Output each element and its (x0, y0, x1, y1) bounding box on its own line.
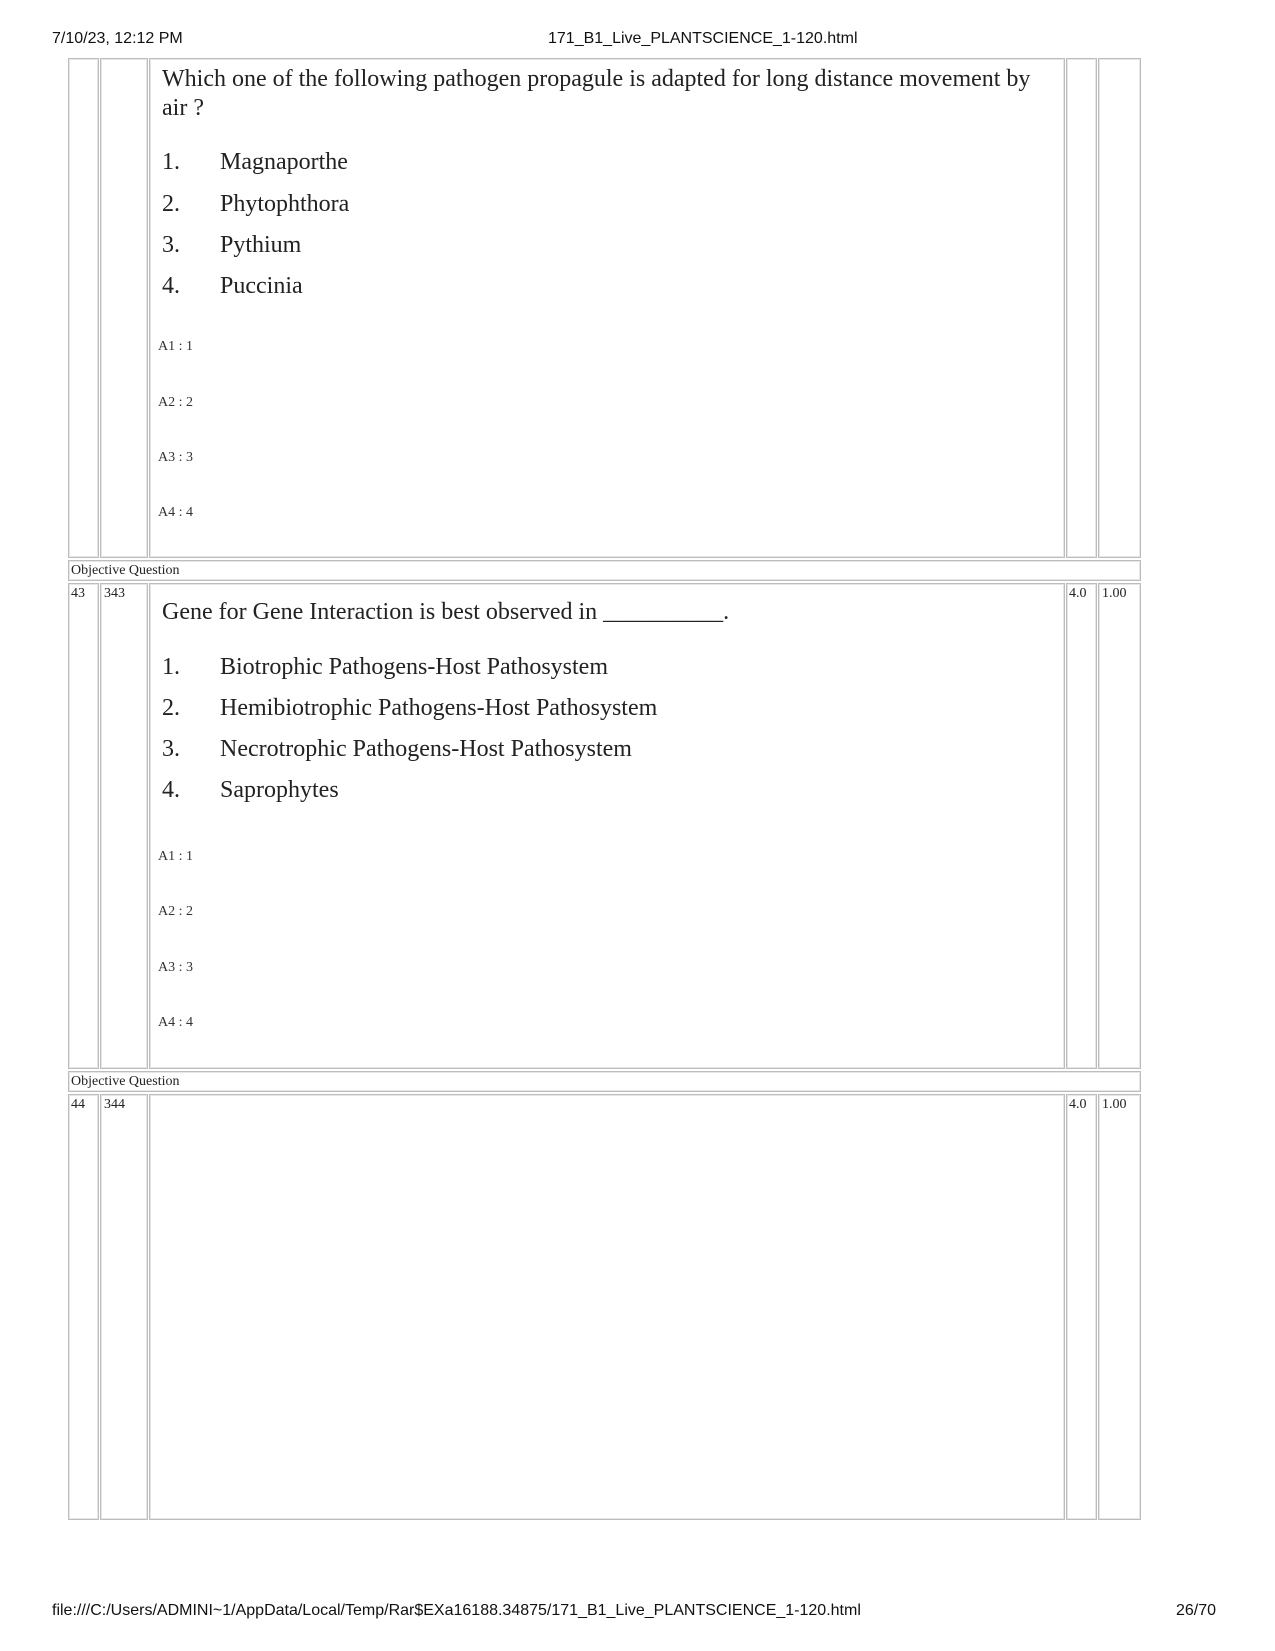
print-datetime: 7/10/23, 12:12 PM (52, 30, 183, 47)
question-id: 344 (104, 1097, 125, 1112)
question-id: 343 (104, 586, 125, 601)
question-text: Gene for Gene Interaction is best observed in __________. (162, 599, 730, 625)
option-number: 2. (162, 695, 180, 721)
negative-marks-cell (1098, 1094, 1141, 1520)
marks-cell (1066, 1094, 1097, 1520)
option-number: 4. (162, 273, 180, 299)
question-serial-number: 44 (71, 1097, 85, 1112)
answer-label: A4 : 4 (158, 505, 193, 520)
option-text: Necrotrophic Pathogens-Host Pathosystem (220, 736, 632, 762)
marks-value: 4.0 (1069, 586, 1087, 601)
option-text: Phytophthora (220, 191, 350, 217)
option-number: 3. (162, 736, 180, 762)
answer-label: A1 : 1 (158, 849, 193, 864)
option-text: Hemibiotrophic Pathogens-Host Pathosystem (220, 695, 658, 721)
option-text: Magnaporthe (220, 149, 348, 175)
question-cell (149, 1094, 1065, 1520)
negative-marks-value: 1.00 (1102, 1097, 1127, 1112)
question-cell (149, 583, 1065, 1069)
option-number: 1. (162, 149, 180, 175)
option-text: Biotrophic Pathogens-Host Pathosystem (220, 654, 608, 680)
option-text: Pythium (220, 232, 302, 258)
answer-label: A2 : 2 (158, 395, 193, 410)
question-cell (149, 58, 1065, 558)
marks-cell (1066, 583, 1097, 1069)
qid-cell (100, 583, 148, 1069)
print-file-path: file:///C:/Users/ADMINI~1/AppData/Local/Temp/Rar$EXa16188.34875/171_B1_Live_PLANTSCIENCE_1-120.html (52, 1602, 861, 1619)
qid-cell (100, 58, 148, 558)
question-type-row (68, 1071, 1141, 1092)
option-number: 1. (162, 654, 180, 680)
question-type-label: Objective Question (71, 1074, 180, 1089)
answer-label: A3 : 3 (158, 960, 193, 975)
sno-cell (68, 583, 99, 1069)
sno-cell (68, 1094, 99, 1520)
marks-value: 4.0 (1069, 1097, 1087, 1112)
qid-cell (100, 1094, 148, 1520)
negative-marks-cell (1098, 583, 1141, 1069)
option-number: 3. (162, 232, 180, 258)
question-text: Which one of the following pathogen propagule is adapted for long distance movement by air ? (162, 66, 1031, 121)
option-text: Puccinia (220, 273, 303, 299)
page-number: 26/70 (1176, 1602, 1217, 1619)
option-number: 4. (162, 777, 180, 803)
marks-cell (1066, 58, 1097, 558)
answer-label: A3 : 3 (158, 450, 193, 465)
sno-cell (68, 58, 99, 558)
question-type-row (68, 560, 1141, 581)
negative-marks-value: 1.00 (1102, 586, 1127, 601)
answer-label: A4 : 4 (158, 1015, 193, 1030)
option-text: Saprophytes (220, 777, 339, 803)
option-number: 2. (162, 191, 180, 217)
print-title: 171_B1_Live_PLANTSCIENCE_1-120.html (548, 30, 858, 47)
answer-label: A2 : 2 (158, 904, 193, 919)
question-serial-number: 43 (71, 586, 85, 601)
question-type-label: Objective Question (71, 563, 180, 578)
negative-marks-cell (1098, 58, 1141, 558)
answer-label: A1 : 1 (158, 339, 193, 354)
